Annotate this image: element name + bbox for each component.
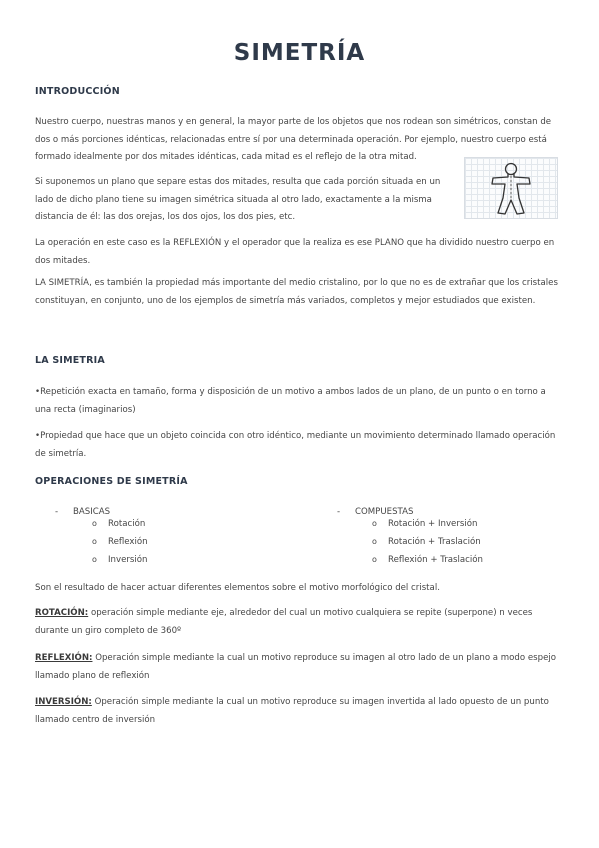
definition-inversion [35,694,560,729]
basicas-label: BASICAS [73,507,111,517]
list-item: o Rotación + Inversión [372,515,483,533]
intro-heading: INTRODUCCIÓN [35,86,120,97]
operaciones-resultado: Son el resultado de hacer actuar diferentes elementos sobre el motivo morfológico del cristal. [35,583,440,593]
list-item: o Rotación + Traslación [372,533,483,551]
list-item: o Rotación [92,515,148,533]
term-rotacion: ROTACIÓN: [35,608,89,618]
list-item: o Inversión [92,551,148,569]
intro-paragraph-3: La operación en este caso es la REFLEXIÓN y el operador que la realiza es ese PLANO que ha dividido nuestro cuerpo en dos mitades. [35,238,555,266]
definition-reflexion-text: Operación simple mediante la cual un motivo reproduce su imagen al otro lado de un plano a modo espejo llamado plano de reflexión [35,653,557,681]
simetria-bullet-2: •Propiedad que hace que un objeto coincida con otro idéntico, mediante un movimiento determinado llamado operación de simetría. [35,431,556,459]
compuestas-label: COMPUESTAS [355,507,414,517]
basicas-list [55,503,255,573]
simetria-bullet-1: •Repetición exacta en tamaño, forma y disposición de un motivo a ambos lados de un plano, de un punto o en torno a una recta (imaginarios) [35,387,546,415]
list-item: o Reflexión [92,533,148,551]
definition-rotacion-text: operación simple mediante eje, alrededor del cual un motivo cualquiera se repite (superpone) n veces durante un giro completo de 360º [35,608,533,636]
list-item: o Reflexión + Traslación [372,551,483,569]
definition-rotacion [35,605,560,640]
operaciones-heading: OPERACIONES DE SIMETRÍA [35,476,188,487]
human-figure-icon [464,157,558,219]
intro-paragraph-4: LA SIMETRÍA, es también la propiedad más importante del medio cristalino, por lo que no es de extrañar que los cristales constituyan, en conjunto, uno de los ejemplos de simetría más variados, completos y mejor estudiados que existen. [35,278,558,306]
simetria-heading: LA SIMETRIA [35,355,105,366]
compuestas-dash: - [337,507,341,517]
definition-reflexion [35,650,560,685]
basicas-dash: - [55,507,59,517]
page-title: SIMETRÍA [233,40,366,66]
term-inversion: INVERSIÓN: [35,697,92,707]
term-reflexion: REFLEXIÓN: [35,653,93,663]
intro-paragraph-1: Nuestro cuerpo, nuestras manos y en general, la mayor parte de los objetos que nos rodean son simétricos, constan de dos o más porciones idénticas, relacionadas entre sí por una determinada operación. Por ejemplo, nuestro cuerpo está formado idealmente por dos mitades idénticas, cada mitad es el reflejo de la otra mitad. [35,117,552,162]
intro-paragraph-2: Si suponemos un plano que separe estas dos mitades, resulta que cada porción situada en un lado de dicho plano tiene su imagen simétrica situada al otro lado, exactamente a la misma distancia de él: las dos orejas, los dos ojos, los dos pies, etc. [35,177,441,222]
compuestas-list [337,503,567,573]
definition-inversion-text: Operación simple mediante la cual un motivo reproduce su imagen invertida al lado opuesto de un punto llamado centro de inversión [35,697,549,725]
